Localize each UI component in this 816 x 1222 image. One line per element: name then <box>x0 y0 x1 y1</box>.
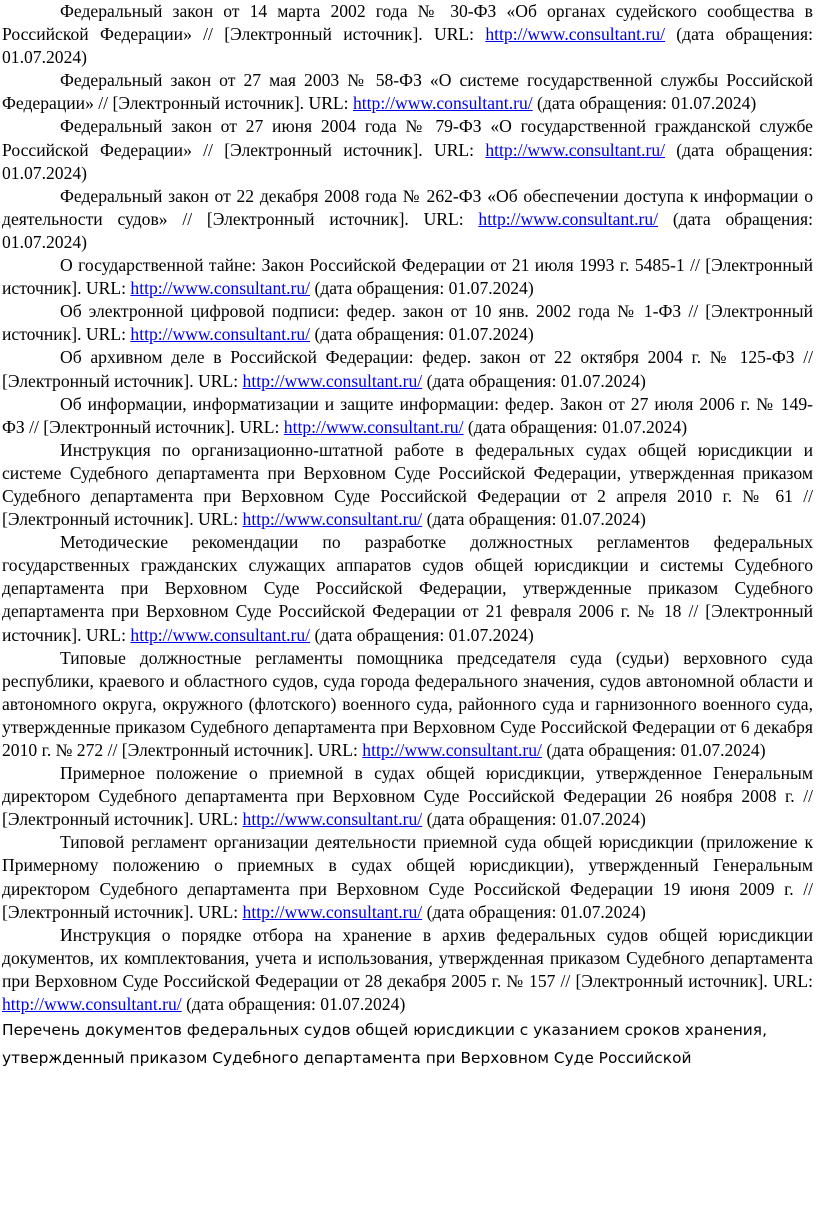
access-date: (дата обращения: 01.07.2024) <box>546 740 766 760</box>
reference-entry <box>2 254 813 300</box>
reference-entry <box>2 393 813 439</box>
consultant-link[interactable]: http://www.consultant.ru/ <box>242 370 423 391</box>
url-label: URL: <box>433 139 475 160</box>
reference-text: Об информации, информатизации и защите информации: федер. Закон от 27 июля 2006 г. № 149- ФЗ // [Электронный источник]. <box>2 393 813 437</box>
url-label: URL: <box>239 416 280 437</box>
reference-entry <box>2 0 813 69</box>
consultant-link[interactable]: http://www.consultant.ru/ <box>478 208 659 229</box>
reference-text: Типовые должностные регламенты помощника председателя суда (судьи) верховного суда республики, краевого и областного судов, суда города федерального значения, судов автономной области и автономного округа, окружного (флотского) военного суда, районного суда и гарнизонного военного суда, утвержденные приказом Судебного департамента при Верховном Суде Российской Федерации от 6 декабря 2010 г. № 272 // [Электронный источник]. <box>2 647 813 760</box>
consultant-link[interactable]: http://www.consultant.ru/ <box>362 740 542 760</box>
url-label: URL: <box>198 809 239 830</box>
url-label: URL: <box>423 208 464 229</box>
url-label: URL: <box>317 740 358 760</box>
consultant-link[interactable]: http://www.consultant.ru/ <box>352 93 533 114</box>
access-date: (дата обращения: 01.07.2024) <box>426 901 646 922</box>
consultant-link[interactable]: http://www.consultant.ru/ <box>130 278 311 299</box>
access-date: (дата обращения: 01.07.2024) <box>2 208 813 252</box>
consultant-link[interactable]: http://www.consultant.ru/ <box>283 416 464 437</box>
reference-list <box>2 0 813 1016</box>
consultant-link[interactable]: http://www.consultant.ru/ <box>130 624 311 645</box>
reference-text: Об архивном деле в Российской Федерации: федер. закон от 22 октября 2004 г. № 125-ФЗ // [Электронный источник]. <box>2 347 813 391</box>
reference-entry <box>2 439 813 531</box>
access-date: (дата обращения: 01.07.2024) <box>2 139 813 183</box>
reference-text: Федеральный закон от 14 марта 2002 года № 30-ФЗ «Об органах судейского сообщества в Российской Федерации» // [Электронный источник]. <box>2 1 813 45</box>
consultant-link[interactable]: http://www.consultant.ru/ <box>2 994 182 1015</box>
reference-text: Типовой регламент организации деятельности приемной суда общей юрисдикции (приложение к Примерному положению о приемных в судах общей юрисдикции), утвержденный Генеральным директором Судебного департамента при Верховном Суде Российской Федерации 19 июня 2009 г. // [Электронный источник]. <box>2 832 813 922</box>
reference-text: Инструкция о порядке отбора на хранение в архив федеральных судов общей юрисдикции документов, их комплектования, учета и использования, утвержденная приказом Судебного департамента при Верховном Суде Российской Федерации от 28 декабря 2005 г. № 157 // [Электронный источник]. <box>2 924 813 991</box>
access-date: (дата обращения: 01.07.2024) <box>314 324 534 345</box>
access-date: (дата обращения: 01.07.2024) <box>426 370 646 391</box>
access-date: (дата обращения: 01.07.2024) <box>314 278 534 299</box>
url-label: URL: <box>85 624 126 645</box>
consultant-link[interactable]: http://www.consultant.ru/ <box>242 509 423 530</box>
access-date: (дата обращения: 01.07.2024) <box>426 809 646 830</box>
reference-entry <box>2 300 813 346</box>
url-label: URL: <box>433 24 475 45</box>
reference-text: О государственной тайне: Закон Российской Федерации от 21 июля 1993 г. 5485-1 // [Электронный источник]. <box>2 255 813 299</box>
reference-list-tail <box>2 1016 813 1072</box>
access-date: (дата обращения: 01.07.2024) <box>537 93 757 114</box>
url-label: URL: <box>198 370 239 391</box>
reference-text: Федеральный закон от 27 июня 2004 года № 79-ФЗ «О государственной гражданской службе Российской Федерации» // [Электронный источник]. <box>2 116 813 160</box>
reference-text: Примерное положение о приемной в судах общей юрисдикции, утвержденное Генеральным директором Судебного департамента при Верховном Суде Российской Федерации 26 ноября 2008 г. // [Электронный источник]. <box>2 763 813 830</box>
tail-line: Перечень документов федеральных судов общей юрисдикции с указанием сроков хранения, <box>2 1021 767 1040</box>
consultant-link[interactable]: http://www.consultant.ru/ <box>242 901 423 922</box>
url-label: URL: <box>85 278 126 299</box>
consultant-link[interactable]: http://www.consultant.ru/ <box>485 24 666 45</box>
access-date: (дата обращения: 01.07.2024) <box>426 509 646 530</box>
reference-text: Федеральный закон от 22 декабря 2008 года № 262-ФЗ «Об обеспечении доступа к информации о деятельности судов» // [Электронный источник]. <box>2 185 813 229</box>
tail-line: утвержденный приказом Судебного департамента при Верховном Суде Российской <box>2 1049 692 1068</box>
access-date: (дата обращения: 01.07.2024) <box>2 24 813 68</box>
reference-entry <box>2 69 813 115</box>
url-label: URL: <box>772 970 814 991</box>
url-label: URL: <box>308 93 349 114</box>
consultant-link[interactable]: http://www.consultant.ru/ <box>485 139 666 160</box>
reference-entry <box>2 924 813 1016</box>
consultant-link[interactable]: http://www.consultant.ru/ <box>242 809 423 830</box>
reference-entry <box>2 346 813 392</box>
access-date: (дата обращения: 01.07.2024) <box>314 624 534 645</box>
access-date: (дата обращения: 01.07.2024) <box>186 994 406 1015</box>
reference-entry <box>2 762 813 831</box>
url-label: URL: <box>85 324 126 345</box>
reference-text: Методические рекомендации по разработке должностных регламентов федеральных государственных гражданских служащих аппаратов судов общей юрисдикции и системы Судебного департамента при Верховном Суде Российской Федерации, утвержденные приказом Судебного департамента при Верховном Суде Российской Федерации от 21 февраля 2006 г. № 18 // [Электронный источник]. <box>2 532 813 645</box>
reference-entry <box>2 531 813 646</box>
reference-entry <box>2 831 813 923</box>
reference-text: Инструкция по организационно-штатной работе в федеральных судах общей юрисдикции и системе Судебного департамента при Верховном Суде Российской Федерации, утвержденная приказом Судебного департамента при Верховном Суде Российской Федерации от 2 апреля 2010 г. № 61 // [Электронный источник]. <box>2 439 813 530</box>
url-label: URL: <box>198 901 239 922</box>
reference-entry <box>2 115 813 184</box>
reference-entry <box>2 185 813 254</box>
access-date: (дата обращения: 01.07.2024) <box>467 416 688 437</box>
reference-entry <box>2 647 813 762</box>
consultant-link[interactable]: http://www.consultant.ru/ <box>130 324 311 345</box>
reference-text: Об электронной цифровой подписи: федер. закон от 10 янв. 2002 года № 1-ФЗ // [Электронный источник]. <box>2 301 813 345</box>
reference-text: Федеральный закон от 27 мая 2003 № 58-ФЗ «О системе государственной службы Российской Федерации» // [Электронный источник]. <box>2 70 813 114</box>
url-label: URL: <box>198 509 239 530</box>
